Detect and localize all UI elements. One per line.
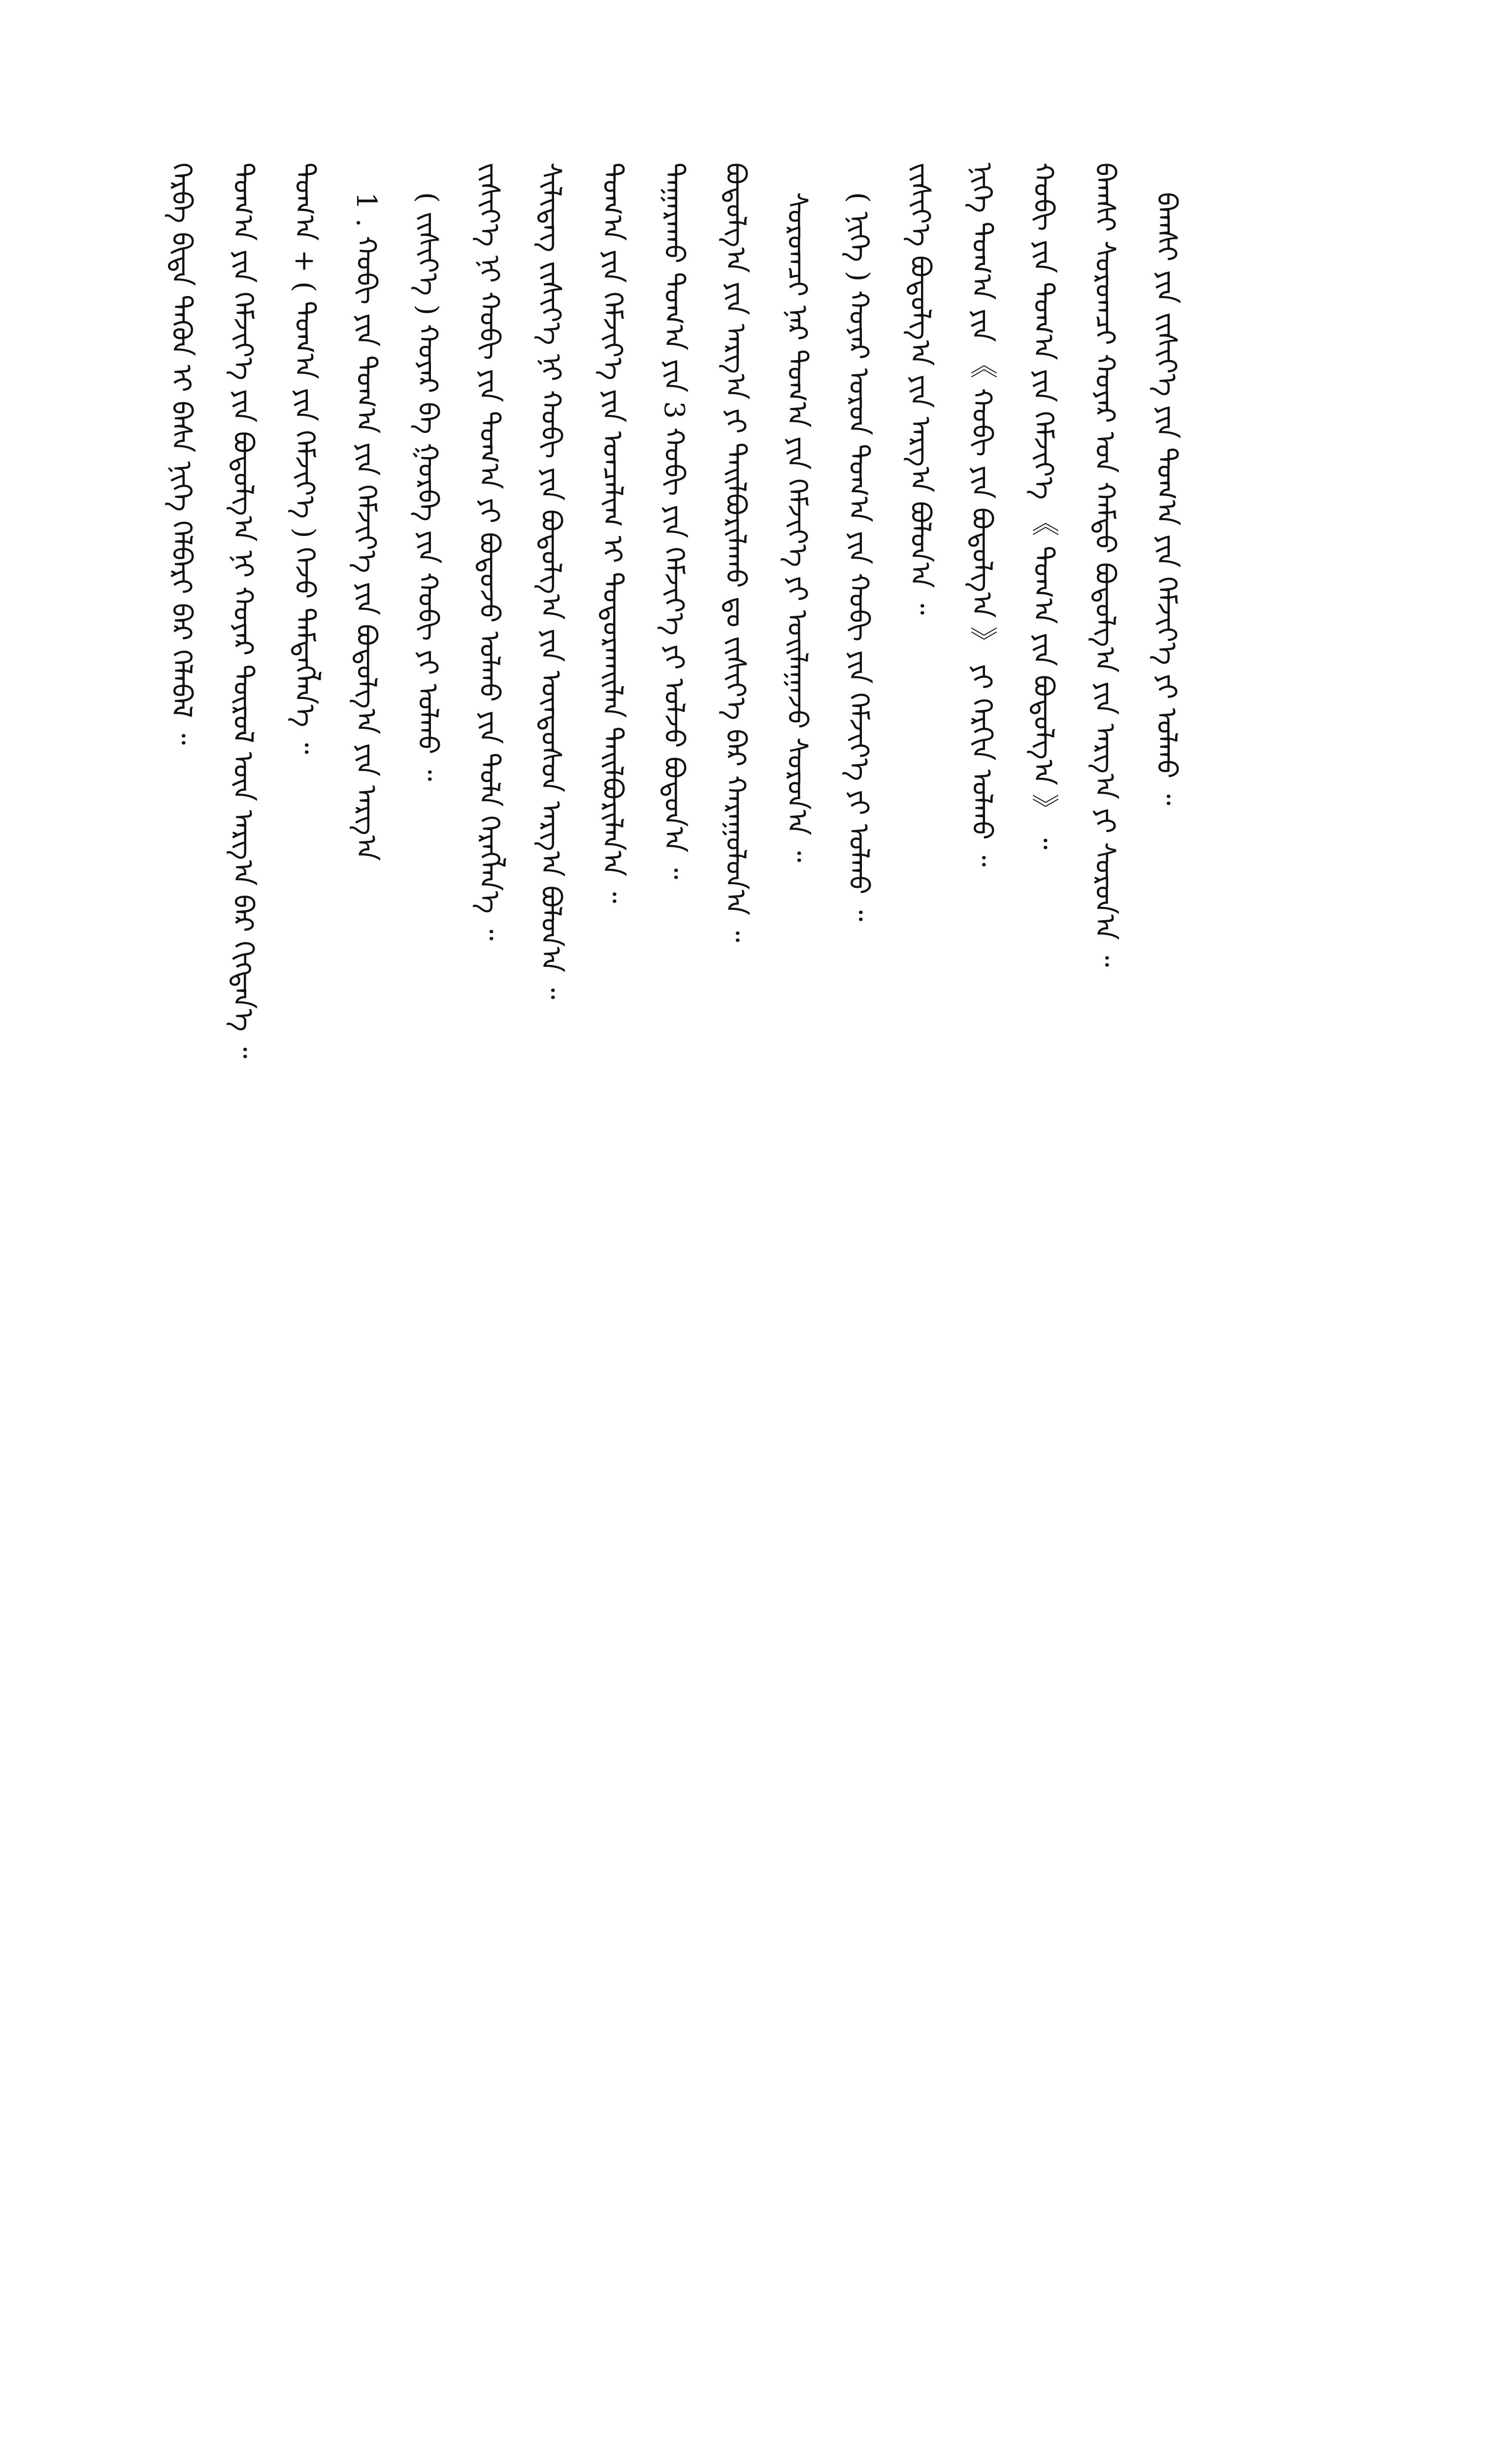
text-column-13: ᠵᠢᠱᠢᠶ᠎ᠡ ᠪᠣᠳᠣᠯᠭ᠎ᠠ ᠶᠢᠨ ᠠᠷᠭ᠎ᠠ ᠪᠣᠯᠤᠨ᠎ᠠ ᠃ xyxy=(904,163,936,615)
text-column-2: ᠲᠣᠭ᠎ᠠ ᠶᠢᠨ ᠬᠡᠮᠵᠢᠶ᠎ᠡ ᠶᠢᠨ ᠪᠣᠳᠣᠯᠭ᠎ᠠ ᠨᠢ ᠬᠣᠶᠠᠷ ᠲᠦᠷᠦᠯ ᠦᠨ ᠠᠷᠭ᠎ᠠ ᠪᠠᠷ ᠬᠢᠭᠳᠡᠨ᠎ᠡ ᠃ xyxy=(227,163,259,1059)
text-column-6: ᠵᠢᠱᠢᠶ᠎ᠡ ᠨᠢ ᠬᠤᠪᠢ ᠶᠢᠨ ᠲᠣᠭ᠎ᠠ ᠶᠢ ᠪᠣᠳᠣᠵᠤ ᠣᠯᠬᠤ ᠶᠢᠨ ᠲᠤᠯᠠ ᠬᠡᠷᠡᠭᠯᠡᠨ᠎ᠡ ᠃ xyxy=(473,163,505,941)
text-column-14: ᠨᠢᠭᠡ ᠲᠣᠭ᠎ᠠ ᠶᠢᠨ 《 ᠬᠤᠪᠢ ᠶᠢᠨ ᠪᠣᠳᠣᠯᠭ᠎ᠠ 》 ᠶᠢ ᠬᠡᠷᠬᠢᠨ ᠣᠯᠬᠤ ᠃ xyxy=(966,163,998,867)
text-column-9: ᠲᠠᠭᠠᠷᠠᠬᠤ ᠲᠣᠭ᠎ᠠ ᠶᠢᠨ 3 ᠬᠤᠪᠢ ᠶᠢᠨ ᠬᠡᠮᠵᠢᠶ᠎ᠡ ᠶᠢ ᠣᠯᠵᠤ ᠪᠣᠳᠣᠨ᠎ᠠ ᠃ xyxy=(658,163,690,880)
text-column-8: ᠲᠣᠭ᠎ᠠ ᠶᠢᠨ ᠬᠡᠮᠵᠢᠶ᠎ᠡ ᠶᠢᠨ ᠣᠨᠴᠠᠯᠢᠭ ᠢ ᠲᠣᠳᠣᠷᠬᠠᠢᠯᠠᠨ ᠲᠠᠢᠯᠪᠤᠷᠢᠯᠠᠨ᠎ᠠ ᠃ xyxy=(596,163,628,903)
text-column-17: ᠪᠠᠭᠰᠢ ᠶᠢᠨ ᠵᠢᠱᠢᠶ᠎ᠡ ᠶᠢᠨ ᠲᠣᠭ᠎ᠠ ᠶᠢᠨ ᠬᠡᠮᠵᠢᠶ᠎ᠡ ᠶᠢ ᠣᠯᠬᠤ ᠃ xyxy=(1150,192,1183,805)
text-column-15: ᠬᠤᠪᠢ ᠶᠢᠨ ᠲᠣᠭ᠎ᠠ ᠶᠢᠨ ᠬᠡᠮᠵᠢᠶ᠎ᠡ 《 ᠲᠣᠭ᠎ᠠ ᠶᠢᠨ ᠪᠣᠳᠣᠯᠭ᠎ᠠ 》 ᠃ xyxy=(1027,163,1059,850)
text-column-16: ᠪᠠᠭᠰᠢ ᠰᠤᠷᠤᠭᠴᠢ ᠬᠣᠶᠠᠷ ᠤᠨ ᠬᠠᠮᠲᠤ ᠪᠣᠳᠣᠯᠭ᠎ᠠ ᠶᠢᠨ ᠠᠷᠭ᠎ᠠ ᠶᠢ ᠰᠤᠷᠤᠨ᠎ᠠ ᠃ xyxy=(1089,163,1121,967)
text-column-7: ᠰᠢᠯᠢᠳᠡᠭ ᠵᠢᠱᠢᠶ᠎ᠡ ᠨᠢ ᠬᠤᠪᠢ ᠶᠢᠨ ᠪᠣᠳᠣᠯᠭ᠎ᠠ ᠶᠢᠨ ᠦᠨᠳᠦᠰᠦᠨ ᠠᠷᠭ᠎ᠠ ᠪᠣᠯᠤᠨ᠎ᠠ ᠃ xyxy=(535,163,567,999)
text-column-1: ᠬᠡᠷᠪᠡ ᠪᠢᠳᠡ ᠲᠡᠭᠦᠨ ᠢ ᠪᠠᠰᠠ ᠨᠢᠭᠡ ᠬᠡᠯᠪᠡᠷᠢ ᠪᠡᠷ ᠬᠡᠯᠡᠪᠡᠯ ᠃ xyxy=(165,163,197,745)
text-column-12: ( ᠨᠢᠭᠡ ) ᠬᠣᠶᠠᠷ ᠣᠷᠣᠨ ᠲᠣᠭ᠎ᠠ ᠶᠢᠨ ᠬᠤᠪᠢ ᠶᠢᠨ ᠬᠡᠮᠵᠢᠶ᠎ᠡ ᠶᠢ ᠣᠯᠬᠤ ᠃ xyxy=(843,192,875,922)
text-column-11: ᠰᠤᠷᠤᠭᠴᠢ ᠨᠠᠷ ᠲᠣᠭ᠎ᠠ ᠶᠢᠨ ᠬᠡᠮᠵᠢᠶ᠎ᠡ ᠶᠢ ᠣᠢᠯᠠᠭᠠᠵᠤ ᠰᠤᠷᠤᠨ᠎ᠠ ᠃ xyxy=(781,192,813,863)
text-column-3: ᠲᠣᠭ᠎ᠠ + ( ᠲᠣᠭ᠎ᠠ ᠶᠢᠨ ᠬᠡᠮᠵᠢᠶ᠎ᠡ ) ᠭᠡᠵᠦ ᠲᠡᠮᠳᠡᠭᠯᠡᠨ᠎ᠡ ᠃ xyxy=(289,163,321,754)
text-column-4: 1 . ᠬᠤᠪᠢ ᠶᠢᠨ ᠲᠣᠭ᠎ᠠ ᠶᠢᠨ ᠬᠡᠮᠵᠢᠶ᠎ᠡ ᠶᠢᠨ ᠪᠣᠳᠣᠯᠭ᠎ᠠ ᠶᠢᠨ ᠠᠷᠭ᠎ᠠ xyxy=(350,192,382,861)
text-column-10: ᠪᠣᠳᠣᠯᠭ᠎ᠠ ᠶᠢᠨ ᠠᠷᠭ᠎ᠠ ᠶᠢ ᠲᠠᠢᠯᠪᠤᠷᠢᠯᠠᠬᠤ ᠳᠤ ᠵᠢᠱᠢᠶ᠎ᠡ ᠪᠠᠷ ᠬᠠᠷᠠᠭᠤᠯᠤᠨ᠎ᠠ ᠃ xyxy=(720,163,752,942)
text-column-5: ( ᠵᠢᠱᠢᠶ᠎ᠡ ) ᠬᠣᠶᠠᠷ ᠪᠠ ᠭᠤᠷᠪᠠ ᠶᠢᠨ ᠬᠤᠪᠢ ᠶᠢ ᠣᠯᠬᠤ ᠃ xyxy=(412,192,444,781)
